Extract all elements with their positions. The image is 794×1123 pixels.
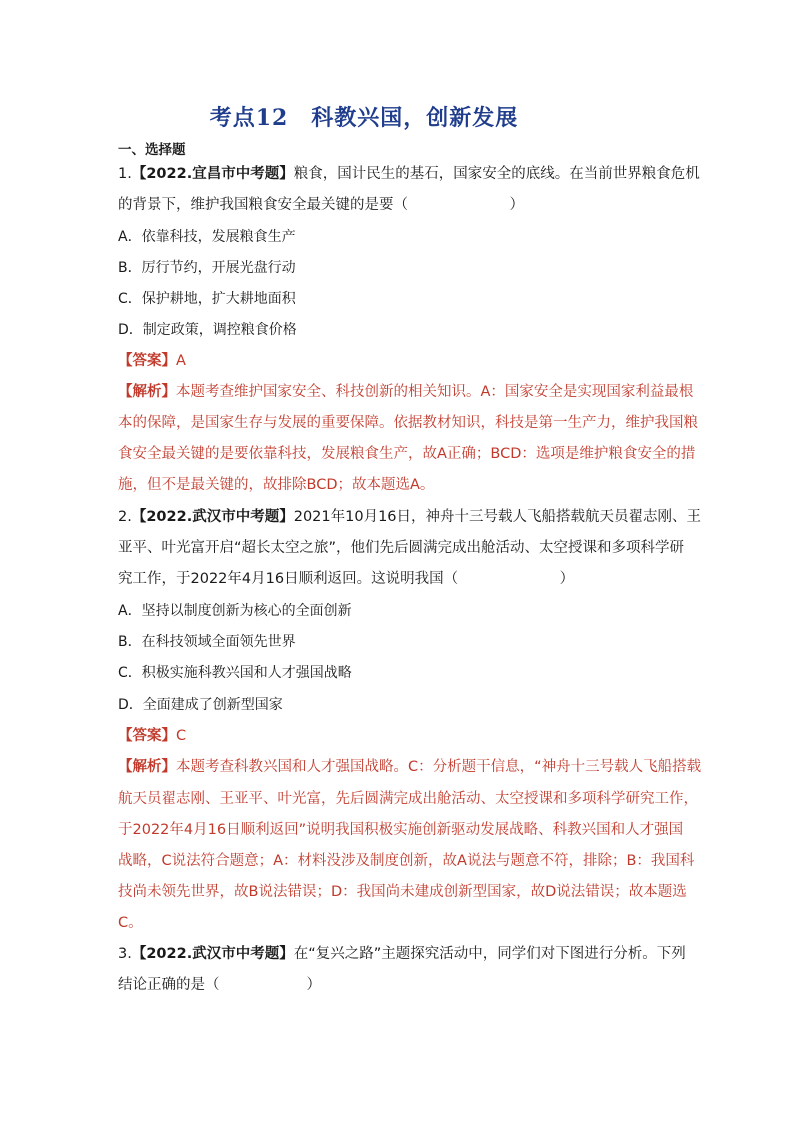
q1-answer-value: A: [176, 353, 186, 369]
q2-stem-line2: 亚平、叶光富开启“超长太空之旅”，他们先后圆满完成出舱活动、太空授课和多项科学研: [118, 540, 685, 556]
q3-stem-line1: [118, 944, 686, 964]
q2-option-a: A．坚持以制度创新为核心的全面创新: [118, 603, 352, 619]
q3-number: 3.: [118, 946, 132, 962]
q1-analysis-line4: 施，但不是最关键的，故排除BCD；故本题选A。: [118, 477, 435, 493]
q2-stem-text: 2021年10月16日，神舟十三号载人飞船搭载航天员翟志刚、王: [293, 509, 702, 525]
q2-option-c: C．积极实施科教兴国和人才强国战略: [118, 665, 352, 681]
q2-option-d: D．全面建成了创新型国家: [118, 697, 283, 713]
q2-option-b: B．在科技领域全面领先世界: [118, 634, 296, 650]
q2-analysis-line4: 战略，C说法符合题意；A：材料没涉及制度创新，故A说法与题意不符，排除；B：我国科: [118, 853, 695, 869]
section-heading: 一、选择题: [118, 142, 186, 158]
q2-analysis-line5: 技尚未领先世界，故B说法错误；D：我国尚未建成创新型国家，故D说法错误；故本题选: [118, 884, 687, 900]
q3-source: 【2022.武汉市中考题】: [131, 946, 294, 962]
q3-stem-text: 在“复兴之路”主题探究活动中，同学们对下图进行分析。下列: [293, 946, 686, 962]
q1-analysis-label: 【解析】: [118, 384, 176, 400]
page-title: 考点12 科教兴国，创新发展: [209, 105, 519, 131]
q2-source: 【2022.武汉市中考题】: [131, 509, 294, 525]
q1-option-c: C．保护耕地，扩大耕地面积: [118, 291, 296, 307]
q1-answer-label: 【答案】: [118, 353, 176, 369]
q1-analysis-line3: 食安全最关键的是要依靠科技，发展粮食生产，故A正确；BCD：选项是维护粮食安全的措: [118, 446, 696, 462]
q1-analysis-line2: 本的保障，是国家生存与发展的重要保障。依据教材知识，科技是第一生产力，维护我国粮: [118, 415, 698, 431]
q2-answer: [118, 726, 678, 746]
q1-stem-line2: 的背景下，维护我国粮食安全最关键的是要（ ）: [118, 197, 524, 213]
q1-stem-text: 粮食，国计民生的基石，国家安全的底线。在当前世界粮食危机: [293, 166, 700, 182]
q1-stem-line1: [118, 164, 700, 184]
q3-stem-line2: 结论正确的是（ ）: [118, 977, 321, 993]
q2-analysis-line2: 航天员翟志刚、王亚平、叶光富，先后圆满完成出舱活动、太空授课和多项科学研究工作，: [118, 791, 698, 807]
q2-analysis-label: 【解析】: [118, 759, 176, 775]
q2-answer-value: C: [176, 728, 187, 744]
q2-analysis-line6: C。: [118, 915, 143, 931]
q2-analysis-line3: 于2022年4月16日顺利返回”说明我国积极实施创新驱动发展战略、科教兴国和人才强国: [118, 822, 684, 838]
q2-stem-line3: 究工作，于2022年4月16日顺利返回。这说明我国（ ）: [118, 571, 575, 587]
q1-source: 【2022.宜昌市中考题】: [131, 166, 294, 182]
q1-number: 1.: [118, 166, 132, 182]
q2-number: 2.: [118, 509, 132, 525]
q1-answer: [118, 351, 678, 371]
q2-analysis-line1: [118, 757, 702, 777]
q1-option-b: B．厉行节约，开展光盘行动: [118, 260, 296, 276]
q2-analysis-text: 本题考查科教兴国和人才强国战略。C：分析题干信息，“神舟十三号载人飞船搭载: [176, 759, 702, 775]
q2-stem-line1: [118, 507, 702, 527]
q1-analysis-line1: [118, 382, 694, 402]
q1-option-d: D．制定政策，调控粮食价格: [118, 322, 297, 338]
q2-answer-label: 【答案】: [118, 728, 176, 744]
q1-analysis-text: 本题考查维护国家安全、科技创新的相关知识。A：国家安全是实现国家利益最根: [176, 384, 694, 400]
q1-option-a: A．依靠科技，发展粮食生产: [118, 229, 296, 245]
